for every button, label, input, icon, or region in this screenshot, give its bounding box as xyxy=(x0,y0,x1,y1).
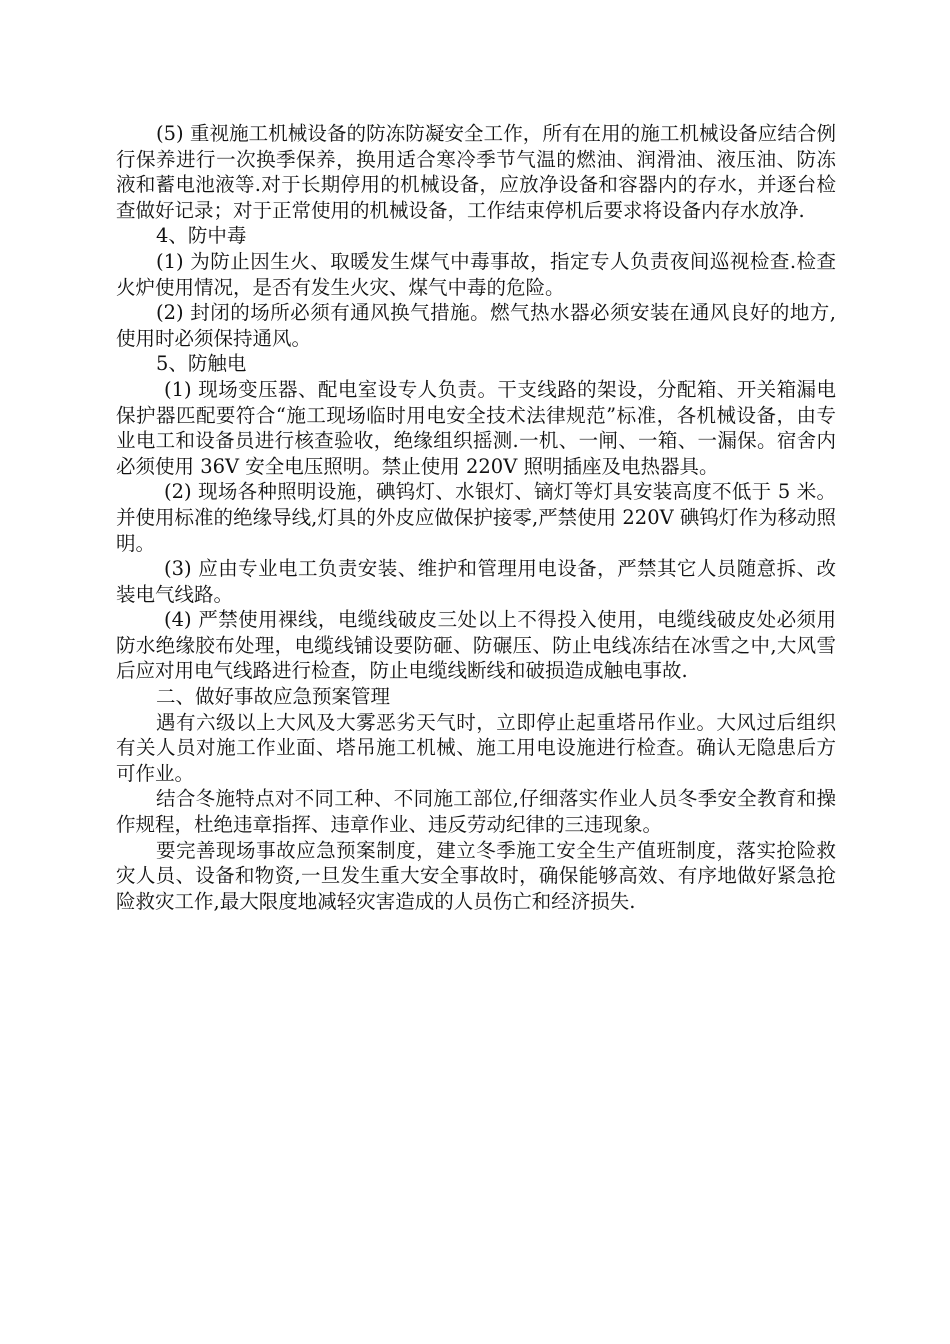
heading-anti-poisoning: 4、防中毒 xyxy=(156,224,247,248)
paragraph-item-5-frost-protection: (5) 重视施工机械设备的防冻防凝安全工作，所有在用的施工机械设备应结合例行保养进行一次换季保养，换用适合寒冷季节气温的燃油、润滑油、液压油、防冻液和蓄电池液等.对于长期停用的机械设备，应放净设备和容器内的存水，并逐台检查做好记录；对于正常使用的机械设备，工作结束停机后要求将设备内存水放净. xyxy=(116,122,836,222)
heading-anti-electric-shock: 5、防触电 xyxy=(156,352,247,376)
heading-emergency-plan: 二、做好事故应急预案管理 xyxy=(156,685,391,709)
paragraph-poisoning-item-1: (1) 为防止因生火、取暖发生煤气中毒事故，指定专人负责夜间巡视检查.检查火炉使用情况，是否有发生火灾、煤气中毒的危险。 xyxy=(116,249,836,299)
paragraph-shock-item-2: (2) 现场各种照明设施，碘钨灯、水银灯、镝灯等灯具安装高度不低于 5 米。并使用标准的绝缘导线,灯具的外皮应做保护接零,严禁使用 220V 碘钨灯作为移动照明。 xyxy=(116,480,836,555)
paragraph-shock-item-4: (4) 严禁使用裸线，电缆线破皮三处以上不得投入使用，电缆线破皮处必须用防水绝缘胶布处理，电缆线铺设要防砸、防碾压、防止电线冻结在冰雪之中,大风雪后应对用电气线路进行检查，防止电缆线断线和破损造成触电事故. xyxy=(116,608,836,683)
paragraph-shock-item-1: (1) 现场变压器、配电室设专人负责。干支线路的架设，分配箱、开关箱漏电保护器匹配要符合“施工现场临时用电安全技术法律规范”标准，各机械设备，由专业电工和设备员进行核查验收，绝缘组织摇测.一机、一闸、一箱、一漏保。宿舍内必须使用 36V 安全电压照明。禁止使用 220V 照明插座及电热器具。 xyxy=(116,377,836,478)
paragraph-emergency-system: 要完善现场事故应急预案制度，建立冬季施工安全生产值班制度，落实抢险救灾人员、设备和物资,一旦发生重大安全事故时，确保能够高效、有序地做好紧急抢险救灾工作,最大限度地减轻灾害造成的人员伤亡和经济损失. xyxy=(116,838,836,913)
paragraph-emergency-training: 结合冬施特点对不同工种、不同施工部位,仔细落实作业人员冬季安全教育和操作规程，杜绝违章指挥、违章作业、违反劳动纪律的三违现象。 xyxy=(116,787,836,837)
document-body xyxy=(116,121,836,914)
paragraph-poisoning-item-2: (2) 封闭的场所必须有通风换气措施。燃气热水器必须安装在通风良好的地方,使用时必须保持通风。 xyxy=(116,301,836,350)
paragraph-emergency-weather: 遇有六级以上大风及大雾恶劣天气时，立即停止起重塔吊作业。大风过后组织有关人员对施工作业面、塔吊施工机械、施工用电设施进行检查。确认无隐患后方可作业。 xyxy=(116,710,836,785)
paragraph-shock-item-3: (3) 应由专业电工负责安装、维护和管理用电设备，严禁其它人员随意拆、改装电气线路。 xyxy=(116,557,836,606)
